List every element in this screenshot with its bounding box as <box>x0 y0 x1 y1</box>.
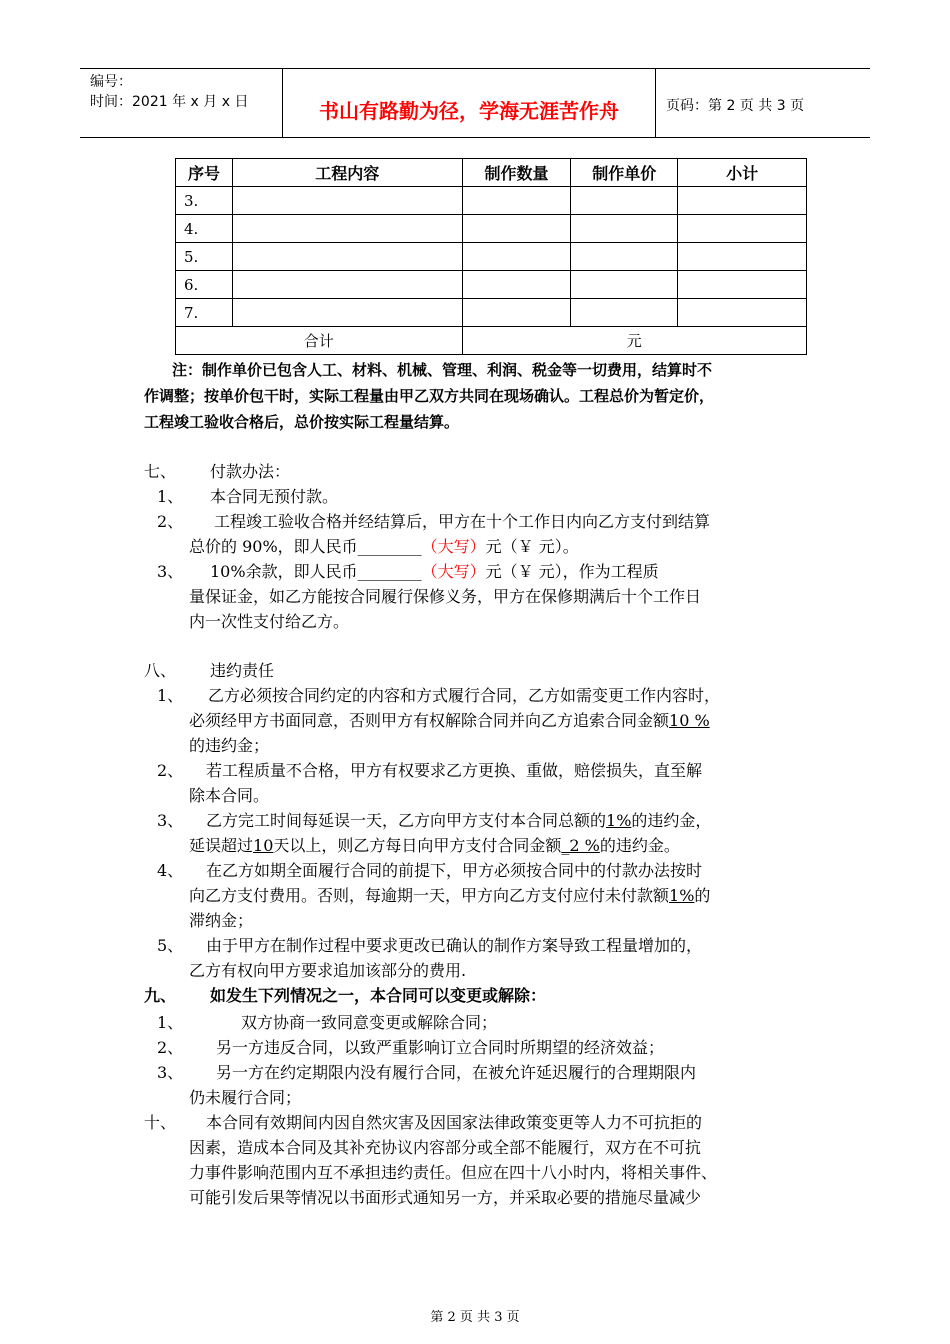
items-table <box>175 158 807 355</box>
section7-title: 付款办法： <box>210 462 291 481</box>
s8-item3-line2: 延误超过10天以上，则乙方每日向甲方支付合同金额_2 %的违约金。 <box>189 836 680 855</box>
motto: 书山有路勤为径，学海无涯苦作舟 <box>319 99 619 123</box>
table-total-row <box>176 327 807 355</box>
s8-item2-number: 2、 <box>157 761 184 780</box>
column-header: 序号 <box>176 159 233 187</box>
page-footer: 第 2 页 共 3 页 <box>430 1310 520 1325</box>
table-header-row <box>176 159 807 187</box>
s8-item1-number: 1、 <box>157 686 184 705</box>
time-label: 时间：2021 年 x 月 x 日 <box>90 94 249 110</box>
page-label: 页码：第 2 页 共 3 页 <box>666 98 805 114</box>
s9-item2-number: 2、 <box>157 1038 184 1057</box>
s7-item2-line1: 工程竣工验收合格并经结算后，甲方在十个工作日内向乙方支付到结算 <box>214 512 711 531</box>
header-motto-cell <box>283 69 656 137</box>
note-line-3: 工程竣工验收合格后，总价按实际工程量结算。 <box>144 413 460 431</box>
s9-item1: 双方协商一致同意变更或解除合同； <box>241 1013 498 1032</box>
s9-item1-number: 1、 <box>157 1013 184 1032</box>
table-row <box>176 243 807 271</box>
column-header: 小计 <box>678 159 807 187</box>
uppercase-amount-hint: （大写） <box>421 562 486 581</box>
s8-item1-line3: 的违约金； <box>189 736 270 755</box>
row-number: 7. <box>176 299 233 327</box>
table-row <box>176 271 807 299</box>
s7-item1-number: 1、 <box>157 487 184 506</box>
s8-item5-number: 5、 <box>157 936 184 955</box>
uppercase-amount-hint: （大写） <box>421 537 486 556</box>
header-meta-cell <box>80 69 283 137</box>
s9-item3-number: 3、 <box>157 1063 184 1082</box>
row-number: 5. <box>176 243 233 271</box>
s8-item1-line2: 必须经甲方书面同意，否则甲方有权解除合同并向乙方追索合同金额10 % <box>189 711 710 730</box>
s7-item2-number: 2、 <box>157 512 184 531</box>
note-line-2: 作调整；按单价包干时，实际工程量由甲乙双方共同在现场确认。工程总价为暂定价， <box>144 387 715 405</box>
s8-item1-line1: 乙方必须按合同约定的内容和方式履行合同，乙方如需变更工作内容时， <box>208 686 721 705</box>
s8-item4-line1: 在乙方如期全面履行合同的前提下，甲方必须按合同中的付款办法按时 <box>206 861 703 880</box>
header-page-cell <box>656 69 870 137</box>
s8-item5-line2: 乙方有权向甲方要求追加该部分的费用. <box>189 961 467 980</box>
note-line-1: 注：制作单价已包含人工、材料、机械、管理、利润、税金等一切费用，结算时不 <box>172 361 713 379</box>
s10-line1: 本合同有效期间内因自然灾害及因国家法律政策变更等人力不可抗拒的 <box>206 1113 703 1132</box>
section9-number: 九、 <box>144 986 177 1005</box>
section8-number: 八、 <box>144 661 177 680</box>
table-row <box>176 187 807 215</box>
column-header: 制作数量 <box>462 159 571 187</box>
row-number: 6. <box>176 271 233 299</box>
s8-item2-line2: 除本合同。 <box>189 786 270 805</box>
s7-item3-number: 3、 <box>157 562 184 581</box>
row-number: 4. <box>176 215 233 243</box>
total-label: 合计 <box>176 327 463 355</box>
s8-item4-line3: 滞纳金； <box>189 911 254 930</box>
s7-item3-line1: 10%余款，即人民币________（大写）元（￥ 元），作为工程质 <box>210 562 659 581</box>
s8-item4-number: 4、 <box>157 861 184 880</box>
s7-item3-line2: 量保证金，如乙方能按合同履行保修义务，甲方在保修期满后十个工作日 <box>189 587 702 606</box>
column-header: 制作单价 <box>571 159 678 187</box>
s8-item2-line1: 若工程质量不合格，甲方有权要求乙方更换、重做，赔偿损失，直至解 <box>206 761 703 780</box>
s10-line3: 力事件影响范围内互不承担违约责任。但应在四十八小时内，将相关事件、 <box>189 1163 718 1182</box>
column-header: 工程内容 <box>232 159 462 187</box>
section7-number: 七、 <box>144 462 177 481</box>
s10-line4: 可能引发后果等情况以书面形式通知另一方，并采取必要的措施尽量减少 <box>189 1188 702 1207</box>
s7-item1: 本合同无预付款。 <box>210 487 339 506</box>
page-header <box>80 68 870 138</box>
section9-title: 如发生下列情况之一，本合同可以变更或解除： <box>210 986 547 1005</box>
s7-item2-line2: 总价的 90%，即人民币________（大写）元（￥ 元）。 <box>189 537 579 556</box>
section10-number: 十、 <box>144 1113 177 1132</box>
table-row <box>176 299 807 327</box>
table-row <box>176 215 807 243</box>
s7-item3-line3: 内一次性支付给乙方。 <box>189 612 350 631</box>
total-unit: 元 <box>462 327 806 355</box>
s10-line2: 因素，造成本合同及其补充协议内容部分或全部不能履行，双方在不可抗 <box>189 1138 702 1157</box>
s8-item3-number: 3、 <box>157 811 184 830</box>
number-label: 编号： <box>90 74 132 90</box>
s9-item3-line2: 仍未履行合同； <box>189 1088 302 1107</box>
s8-item5-line1: 由于甲方在制作过程中要求更改已确认的制作方案导致工程量增加的， <box>206 936 703 955</box>
s8-item3-line1: 乙方完工时间每延误一天，乙方向甲方支付本合同总额的1%的违约金， <box>206 811 712 830</box>
s9-item3-line1: 另一方在约定期限内没有履行合同，在被允许延迟履行的合理期限内 <box>216 1063 697 1082</box>
row-number: 3. <box>176 187 233 215</box>
s9-item2: 另一方违反合同，以致严重影响订立合同时所期望的经济效益； <box>216 1038 665 1057</box>
s8-item4-line2: 向乙方支付费用。否则，每逾期一天，甲方向乙方支付应付未付款额1%的 <box>189 886 711 905</box>
section8-title: 违约责任 <box>210 661 275 680</box>
